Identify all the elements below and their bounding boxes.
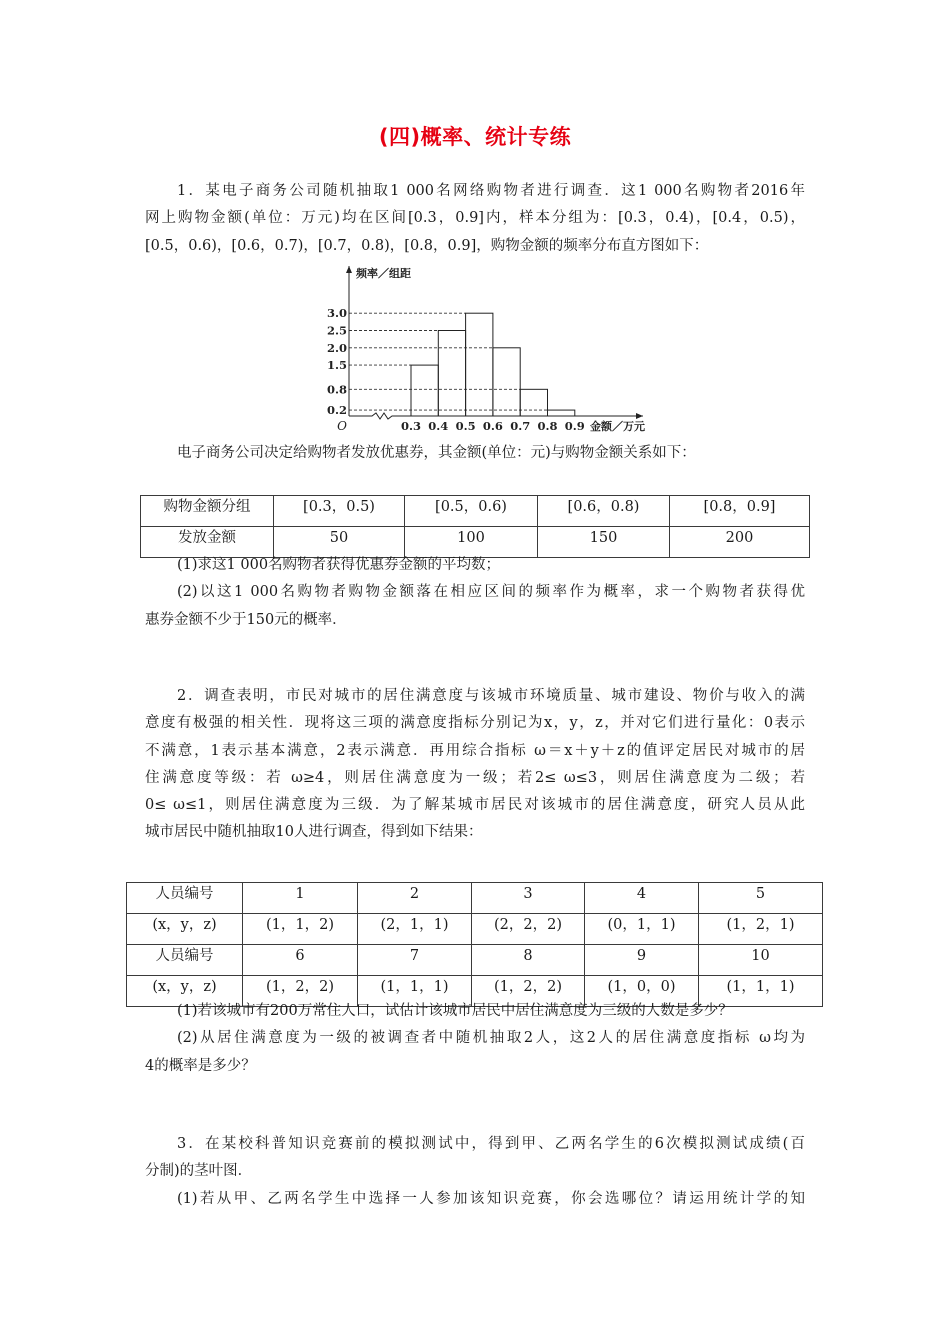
table-cell: 50 [274,527,405,558]
table-cell: (0，1，1) [585,914,699,945]
histogram-bar [411,365,438,416]
histogram-bar [548,410,575,416]
table-cell: 3 [472,883,585,914]
y-tick-label: 1.5 [326,358,347,373]
coupon-table [140,495,810,558]
question-2-line: 住满意度等级：若 ω≥4，则居住满意度为一级；若2≤ ω≤3，则居住满意度为二级；若 [145,769,805,786]
table-row [127,883,823,914]
x-tick-label: 0.9 [564,419,585,433]
question-2-line: 城市居民中随机抽取10人进行调查，得到如下结果： [145,824,483,841]
subquestion-line: 4的概率是多少？ [145,1057,256,1074]
table-cell: 9 [585,945,699,976]
question-2-line: 意度有极强的相关性．现将这三项的满意度指标分别记为x，y，z，并对它们进行量化：0表示 [145,715,805,732]
question-3-line: 分制)的茎叶图． [145,1163,253,1180]
x-axis-arrow-icon [636,413,643,419]
survey-results-table [126,882,823,1007]
question-1 [145,178,805,260]
question-3 [145,1131,805,1213]
table-cell: 6 [243,945,358,976]
y-tick-label: 2.0 [326,340,347,355]
table-cell: 150 [538,527,670,558]
question-2-line: 0≤ ω≤1，则居住满意度为三级．为了解某城市居民对该城市的居住满意度，研究人员从此 [145,797,805,814]
question-1-line: 网上购物金额(单位：万元)均在区间[0.3，0.9]内，样本分组为：[0.3，0.4)，[0.4，0.5)， [145,210,805,227]
table-cell: (1，1，1) [358,976,472,1007]
table-cell: (2，1，1) [358,914,472,945]
question-2-line: 不满意，1表示基本满意，2表示满意．再用综合指标 ω＝x＋y＋z的值评定居民对城市的居 [145,742,805,759]
table-cell: 8 [472,945,585,976]
x-tick-label: 0.3 [400,419,422,433]
page-title: (四)概率、统计专练 [378,125,572,149]
table-cell: 10 [699,945,823,976]
y-axis-arrow-icon [346,266,352,273]
question-3-line: 3．在某校科普知识竞赛前的模拟测试中，得到甲、乙两名学生的6次模拟测试成绩(百 [177,1136,805,1152]
question-2-line: 2．调查表明，市民对城市的居住满意度与该城市环境质量、城市建设、物价与收入的满 [177,688,805,704]
coupon-line: 电子商务公司决定给购物者发放优惠券，其金额(单位：元)与购物金额关系如下： [177,445,696,461]
question-2 [145,683,805,847]
table-cell: (1，0，0) [585,976,699,1007]
origin-label: O [337,419,347,433]
table-cell: [0.5，0.6) [405,496,538,527]
table-cell: (1，1，1) [699,976,823,1007]
subquestion-line: (1)若该城市有200万常住人口，试估计该城市居民中居住满意度为三级的人数是多少？ [177,1003,733,1019]
subquestion-line: (1)求这1 000名购物者获得优惠券金额的平均数； [177,557,501,573]
table-row [127,945,823,976]
table-cell: (1，2，2) [472,976,585,1007]
table-cell: [0.6，0.8) [538,496,670,527]
coupon-description [145,440,805,467]
x-tick-label: 0.6 [482,419,503,433]
question-2-subquestions [145,998,805,1080]
table-cell: 5 [699,883,823,914]
table-cell: [0.8，0.9] [670,496,810,527]
table-cell: 1 [243,883,358,914]
table-cell: (1，2，1) [699,914,823,945]
table-header-cell: (x，y，z) [127,976,243,1007]
table-cell: 7 [358,945,472,976]
table-cell: (2，2，2) [472,914,585,945]
x-tick-label: 0.4 [428,419,449,433]
x-tick-label: 0.8 [537,419,558,433]
histogram-svg [320,260,650,435]
table-header-cell: 购物金额分组 [141,496,274,527]
histogram-bar [466,313,493,416]
y-tick-label: 3.0 [326,306,347,321]
table-cell: [0.3，0.5) [274,496,405,527]
table-row [127,914,823,945]
table-header-cell: 发放金额 [141,527,274,558]
question-1-line: 1．某电子商务公司随机抽取1 000名网络购物者进行调查．这1 000名购物者2016年 [177,183,805,199]
table-cell: (1，2，2) [243,976,358,1007]
y-axis-label: 频率／组距 [356,267,411,280]
x-axis-label: 金额／万元 [590,420,645,433]
histogram-bar [520,389,547,416]
histogram-bar [493,348,520,416]
y-tick-label: 2.5 [326,323,347,338]
table-header-cell: 人员编号 [127,883,243,914]
y-tick-label: 0.2 [326,403,347,418]
histogram-bar [438,331,465,417]
table-header-cell: (x，y，z) [127,914,243,945]
question-1-line: [0.5，0.6)，[0.6，0.7)，[0.7，0.8)，[0.8，0.9]，购物金额的频率分布直方图如下： [145,237,709,254]
subquestion-line: (2)从居住满意度为一级的被调查者中随机抽取2人，这2人的居住满意度指标 ω均为 [177,1030,805,1047]
table-cell: 200 [670,527,810,558]
x-tick-label: 0.5 [455,419,476,433]
table-cell: 100 [405,527,538,558]
y-tick-label: 0.8 [326,382,347,397]
table-cell: 2 [358,883,472,914]
table-header-cell: 人员编号 [127,945,243,976]
subquestion-line: 惠券金额不少于150元的概率． [145,611,347,628]
frequency-histogram [320,260,650,435]
question-1-subquestions [145,552,805,634]
table-cell: (1，1，2) [243,914,358,945]
question-3-line: (1)若从甲、乙两名学生中选择一人参加该知识竞赛，你会选哪位？请运用统计学的知 [177,1190,805,1207]
x-tick-label: 0.7 [510,419,531,433]
subquestion-line: (2)以这1 000名购物者购物金额落在相应区间的频率作为概率，求一个购物者获得优 [177,584,805,601]
table-cell: 4 [585,883,699,914]
table-row [141,496,810,527]
